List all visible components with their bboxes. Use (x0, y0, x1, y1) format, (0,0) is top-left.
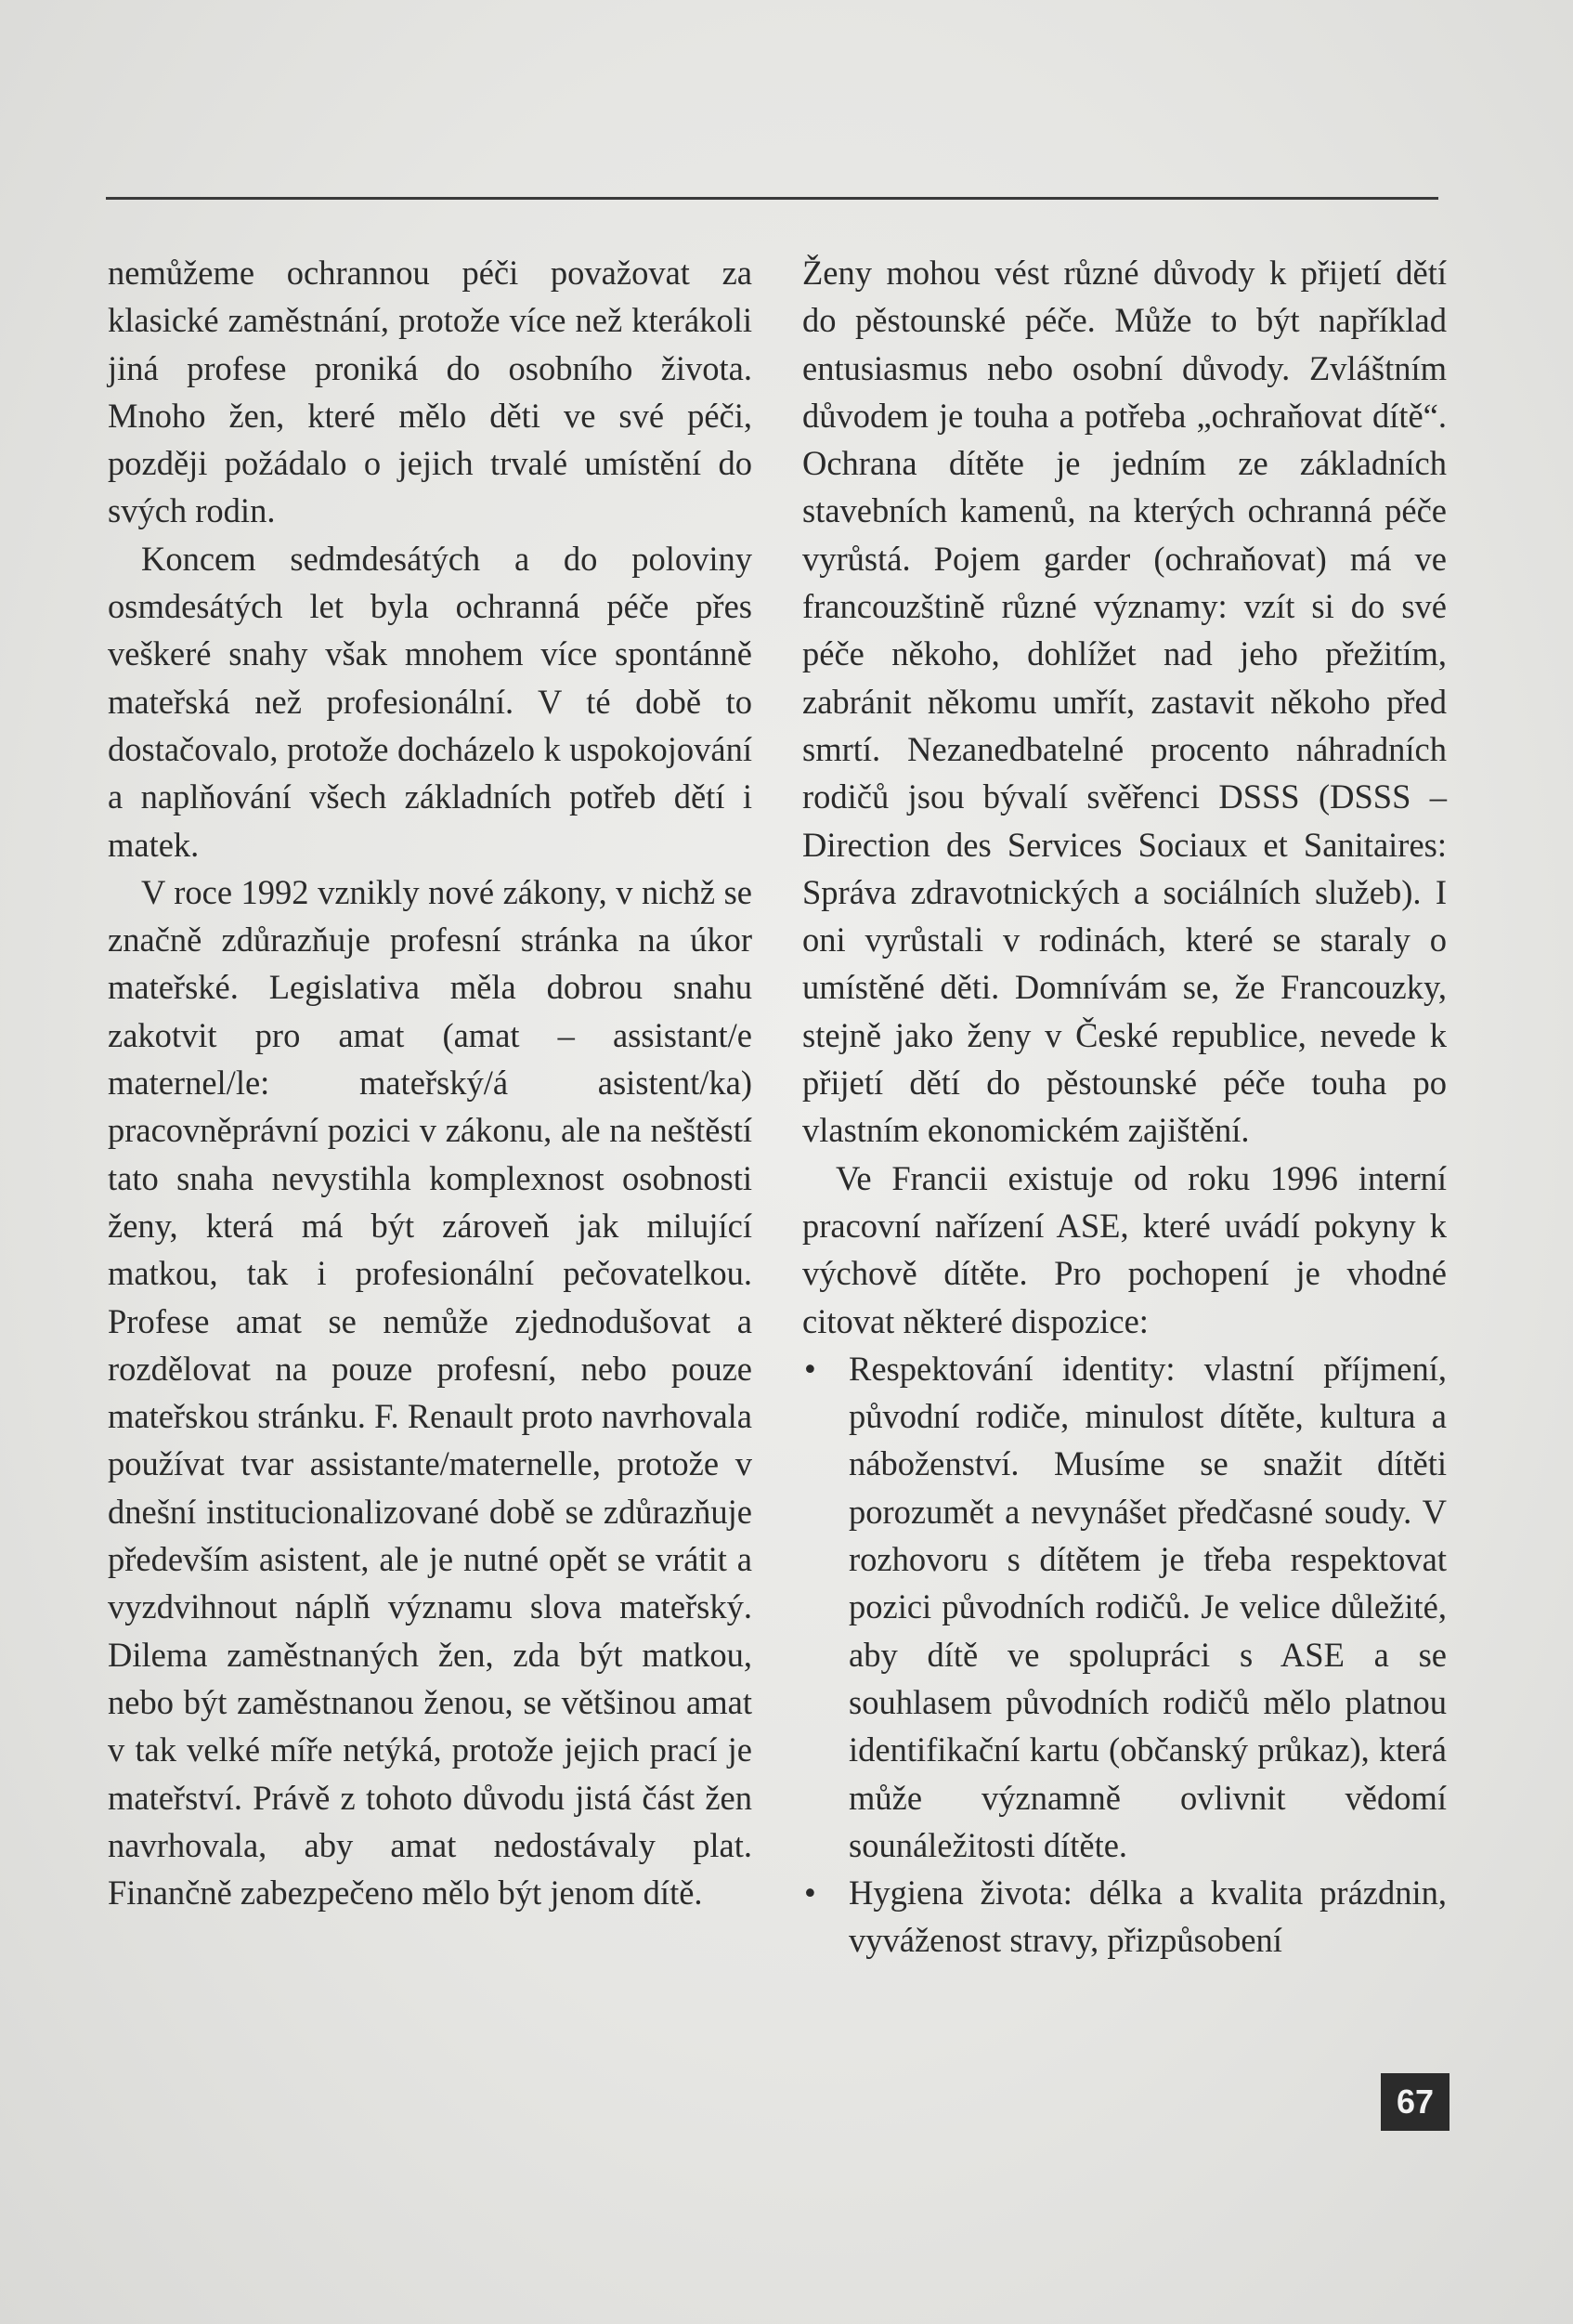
header-rule (106, 197, 1438, 200)
bullet-point-icon: • (804, 1874, 816, 1913)
page-number: 67 (1381, 2073, 1450, 2131)
bullet-item (802, 1345, 1447, 1869)
paragraph: Koncem sedmdesátých a do poloviny osmdesátých let byla ochranná péče přes veškeré snahy však mnohem více spontánně mateřská než profesionální. V té době to dostačovalo, protože docházelo k uspokojování a naplňování všech základních potřeb dětí i matek. (108, 539, 752, 864)
bullet-text: Respektování identity: vlastní příjmení, původní rodiče, minulost dítěte, kultura a náboženství. Musíme se snažit dítěti porozumět a nevynášet předčasné soudy. V rozhovoru s dítětem je třeba respektovat pozici původních rodičů. Je velice důležité, aby dítě ve spolupráci s ASE a se souhlasem původních rodičů mělo platnou identifikační kartu (občanský průkaz), která může významně ovlivnit vědomí sounáležitosti dítěte. (849, 1349, 1447, 1864)
paragraph: Ženy mohou vést různé důvody k přijetí dětí do pěstounské péče. Může to být například entusiasmus nebo osobní důvody. Zvláštním důvodem je touha a potřeba „ochraňovat dítě“. Ochrana dítěte je jedním ze základních stavebních kamenů, na kterých ochranná péče vyrůstá. Pojem garder (ochraňovat) má ve francouzštině různé významy: vzít si do své péče někoho, dohlížet nad jeho přežitím, zabránit někomu umřít, zastavit někoho před smrtí. Nezanedbatelné procento náhradních rodičů jsou bývalí svěřenci DSSS (DSSS – Direction des Services Sociaux et Sanitaires: Správa zdravotnických a sociálních služeb). I oni vyrůstali v rodinách, které se staraly o umístěné děti. Domnívám se, že Francouzky, stejně jako ženy v České republice, nevede k přijetí dětí do pěstounské péče touha po vlastním ekonomickém zajištění. (802, 254, 1447, 1150)
paragraph: V roce 1992 vznikly nové zákony, v nichž se značně zdůrazňuje profesní stránka na úkor mateřské. Legislativa měla dobrou snahu zakotvit pro amat (amat – assistant/e maternel/le: mateřský/á asistent/ka) pracovněprávní pozici v zákonu, ale na neštěstí tato snaha nevystihla komplexnost osobnosti ženy, která má být zároveň jak milující matkou, tak i profesionální pečovatelkou. Profese amat se nemůže zjednodušovat a rozdělovat na pouze profesní, nebo pouze mateřskou stránku. F. Renault proto navrhovala používat tvar assistante/maternelle, protože v dnešní institucionalizované době se zdůrazňuje především asistent, ale je nutné opět se vrátit a vyzdvihnout náplň významu slova mateřský. Dilema zaměstnaných žen, zda být matkou, nebo být zaměstnanou ženou, se většinou amat v tak velké míře netýká, protože jejich prací je mateřství. Právě z tohoto důvodu jistá část žen navrhovala, aby amat nedostávaly plat. Finančně zabezpečeno mělo být jenom dítě. (108, 872, 752, 1913)
bullet-list (802, 1345, 1447, 1965)
right-text-column (802, 249, 1447, 1965)
bullet-item (802, 1869, 1447, 1965)
paragraph: Ve Francii existuje od roku 1996 interní pracovní nařízení ASE, které uvádí pokyny k výchově dítěte. Pro pochopení je vhodné citovat některé dispozice: (802, 1158, 1447, 1340)
bullet-text: Hygiena života: délka a kvalita prázdnin, vyváženost stravy, přizpůsobení (849, 1874, 1447, 1960)
paragraph: nemůžeme ochrannou péči považovat za klasické zaměstnání, protože více než kterákoli jiná profese proniká do osobního života. Mnoho žen, které mělo děti ve své péči, později požádalo o jejich trvalé umístění do svých rodin. (108, 254, 752, 530)
bullet-point-icon: • (804, 1349, 816, 1388)
left-text-column (108, 249, 752, 1916)
